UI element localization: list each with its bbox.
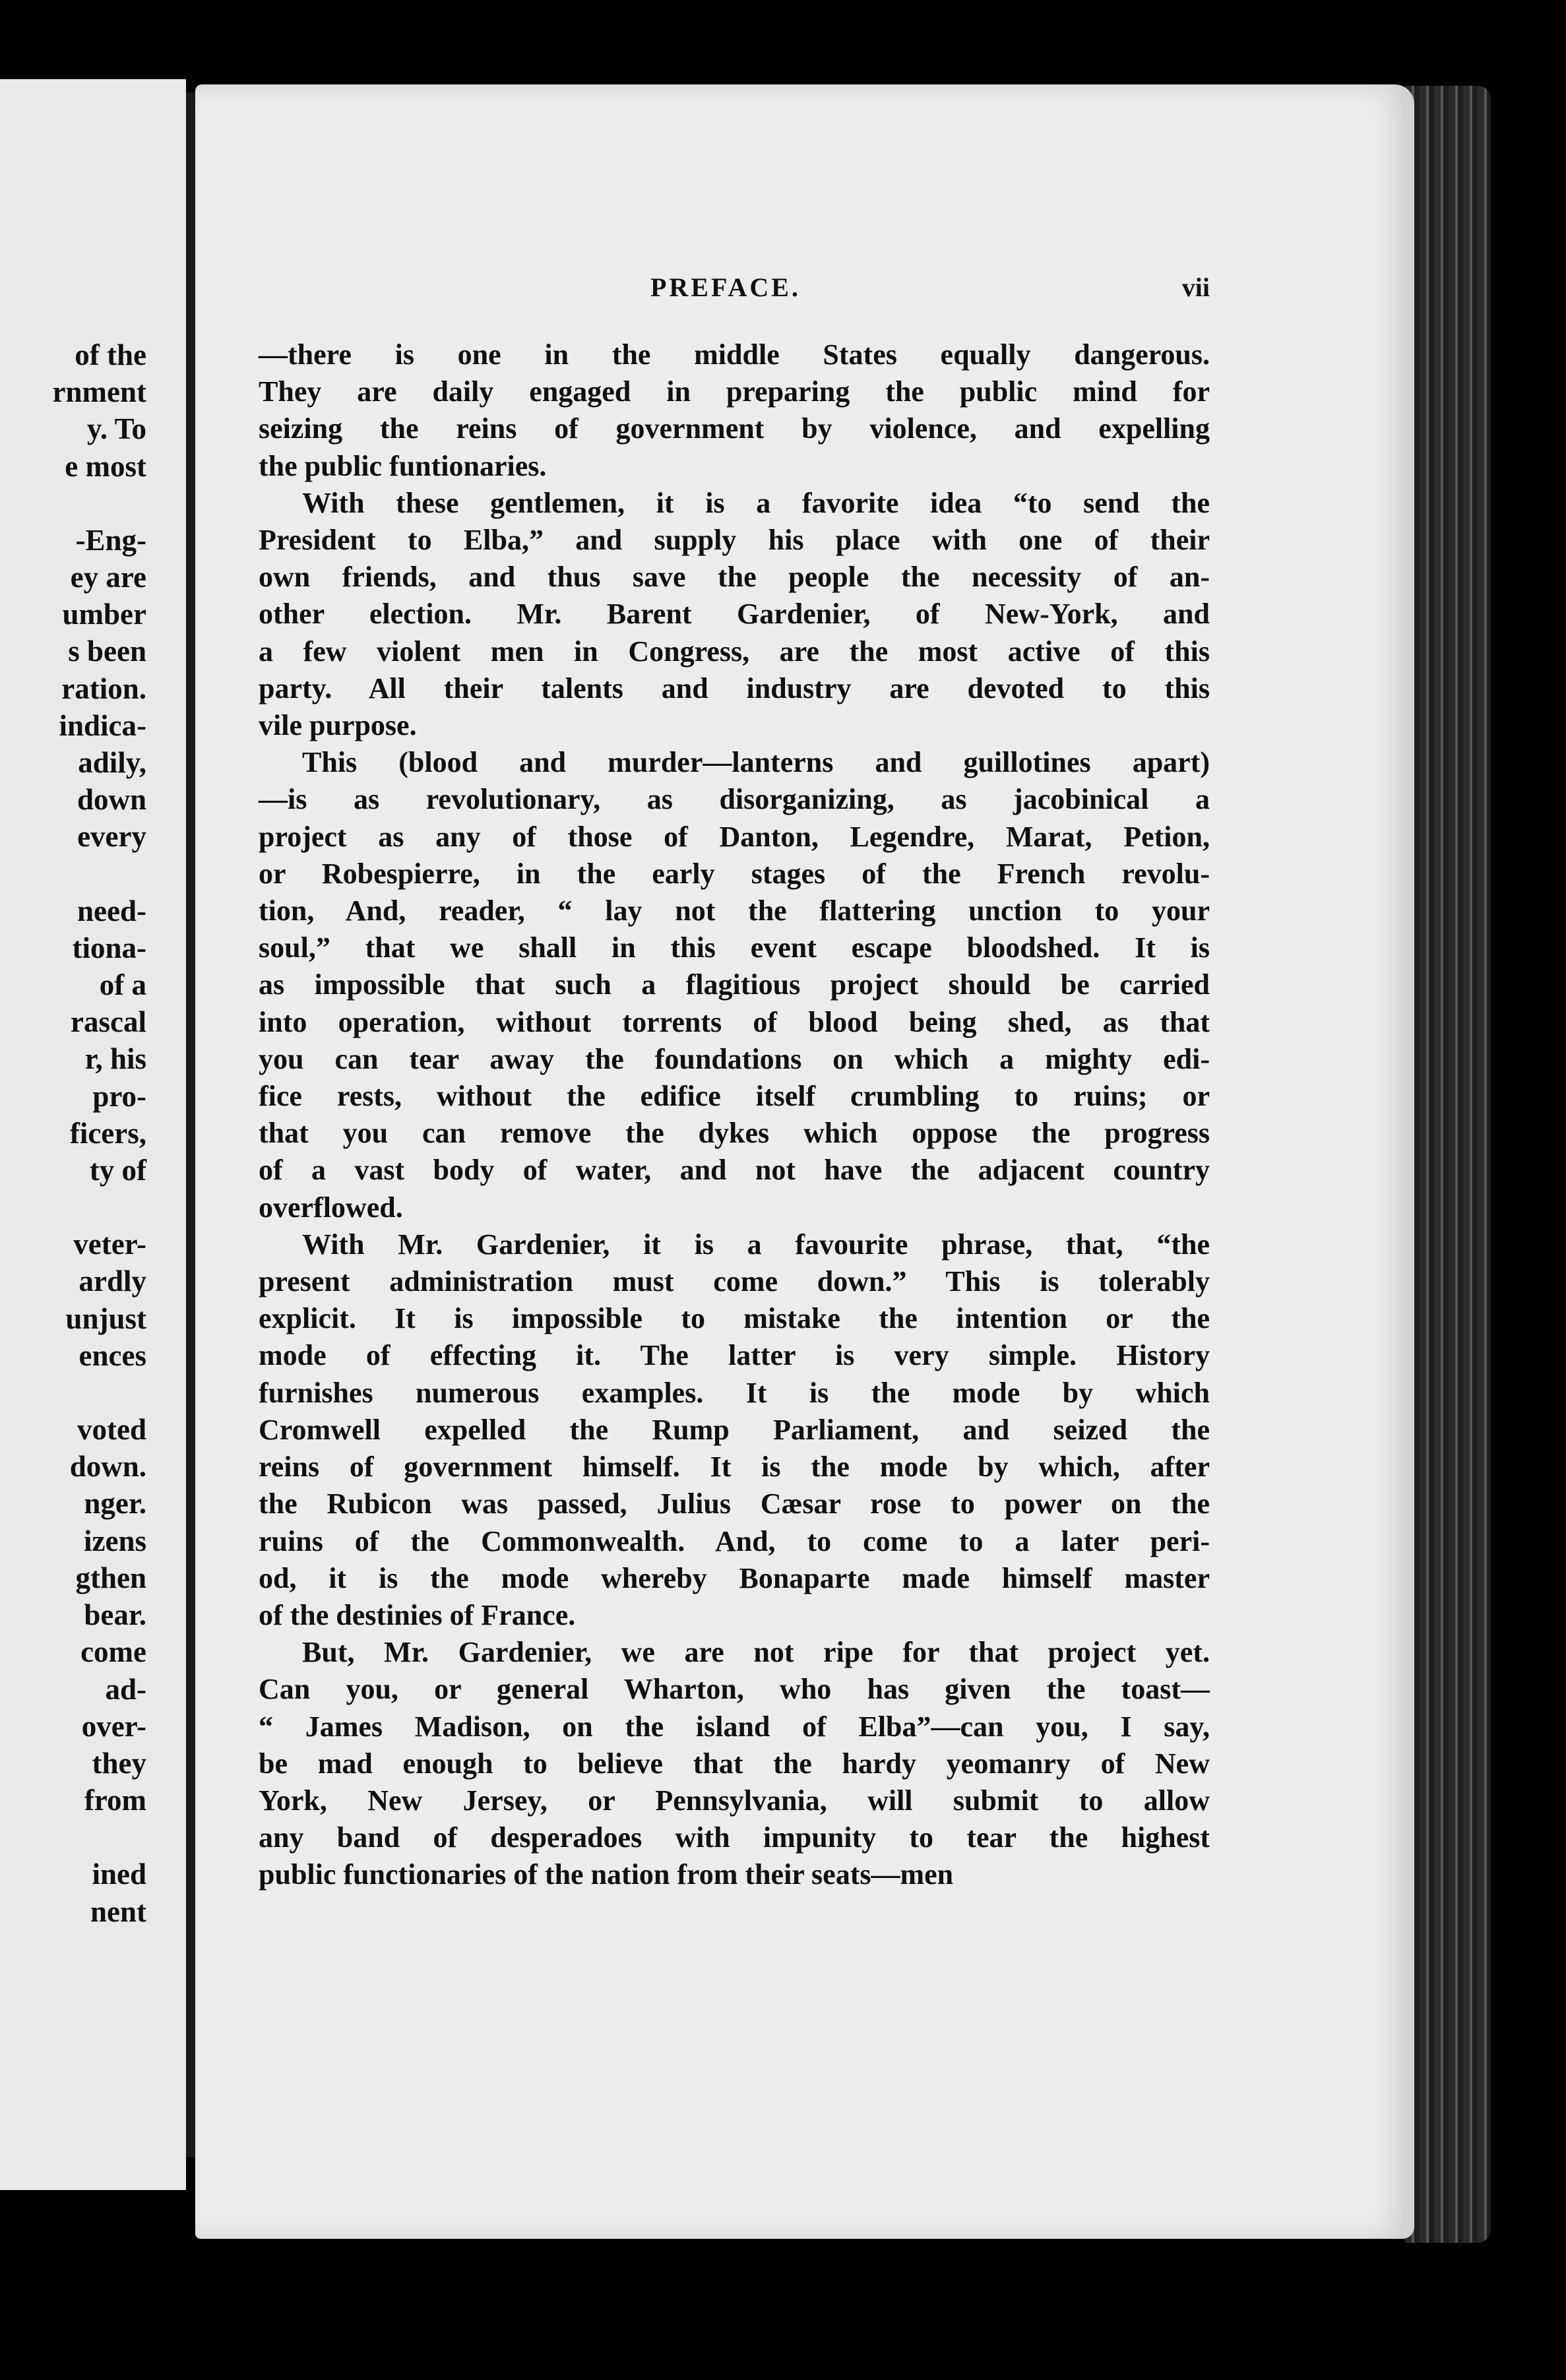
previous-page-line-fragment: come [80, 1635, 146, 1669]
text-line: present administration must come down.” This is tolerably [259, 1265, 1210, 1298]
previous-page-line-fragment: ty of [89, 1154, 146, 1187]
text-line: public functionaries of the nation from their seats—men [259, 1858, 954, 1891]
text-line: seizing the reins of government by violence, and expelling [259, 412, 1210, 445]
text-line: York, New Jersey, or Pennsylvania, will submit to allow [259, 1784, 1210, 1817]
previous-page-line-fragment: need- [77, 894, 146, 927]
paragraph [259, 336, 1210, 485]
text-line: fice rests, without the edifice itself crumbling to ruins; or [259, 1080, 1210, 1113]
previous-page-line-fragment: e most [65, 449, 146, 483]
text-line: the public funtionaries. [259, 449, 547, 482]
previous-page-text-fragments [0, 336, 146, 1930]
previous-page-line-fragment: down [77, 783, 146, 817]
text-line: furnishes numerous examples. It is the mode by which [259, 1376, 1210, 1409]
fragment-gap [0, 485, 146, 522]
previous-page-line-fragment: adily, [78, 746, 146, 780]
paragraph [259, 1634, 1210, 1893]
text-line: Cromwell expelled the Rump Parliament, and seized the [259, 1413, 1210, 1446]
paragraph [259, 1226, 1210, 1634]
fragment-gap [0, 1819, 146, 1856]
fragment-gap [0, 856, 146, 892]
page-header [259, 272, 1210, 311]
previous-page-line-fragment: ration. [61, 672, 146, 705]
text-line: overflowed. [259, 1191, 403, 1224]
previous-page-line-fragment: they [92, 1746, 146, 1780]
previous-page-line-fragment: ined [92, 1858, 146, 1891]
previous-page-line-fragment: ficers, [69, 1116, 146, 1150]
text-line: —there is one in the middle States equally dangerous. [259, 338, 1210, 371]
text-line: explicit. It is impossible to mistake the intention or the [259, 1302, 1210, 1335]
text-line: be mad enough to believe that the hardy yeomanry of New [259, 1747, 1210, 1780]
previous-page-strip [0, 79, 186, 2190]
previous-page-line-fragment: ey are [70, 561, 146, 594]
text-line: of a vast body of water, and not have the adjacent country [259, 1154, 1210, 1187]
text-line: you can tear away the foundations on which a mighty edi- [259, 1042, 1210, 1075]
previous-page-line-fragment: unjust [65, 1301, 146, 1335]
text-line: —is as revolutionary, as disorganizing, as jacobinical a [259, 783, 1210, 816]
previous-page-line-fragment: ardly [78, 1265, 146, 1298]
text-line: President to Elba,” and supply his place with one of their [259, 524, 1210, 557]
text-line: that you can remove the dykes which oppose the progress [259, 1117, 1210, 1150]
previous-page-line-fragment: nent [90, 1895, 146, 1928]
previous-page-line-fragment: from [84, 1784, 146, 1817]
previous-page-line-fragment: over- [81, 1709, 146, 1743]
body-text [259, 336, 1210, 1894]
text-line: other election. Mr. Barent Gardenier, of New-York, and [259, 598, 1210, 631]
text-line: or Robespierre, in the early stages of the French revolu- [259, 857, 1210, 890]
text-line: od, it is the mode whereby Bonaparte made himself master [259, 1561, 1210, 1594]
previous-page-line-fragment: y. To [86, 412, 146, 446]
text-line: as impossible that such a flagitious project should be carried [259, 968, 1210, 1001]
text-line: tion, And, reader, “ lay not the flattering unction to your [259, 894, 1210, 927]
text-line: any band of desperadoes with impunity to tear the highest [259, 1821, 1210, 1854]
text-line: soul,” that we shall in this event escape bloodshed. It is [259, 931, 1210, 964]
previous-page-line-fragment: of the [75, 338, 146, 371]
fragment-gap [0, 1189, 146, 1226]
page-number: vii [1181, 272, 1210, 302]
previous-page-line-fragment: -Eng- [75, 523, 146, 557]
previous-page-line-fragment: bear. [84, 1598, 146, 1632]
text-line: reins of government himself. It is the mode by which, after [259, 1451, 1210, 1484]
text-line: project as any of those of Danton, Legendre, Marat, Petion, [259, 820, 1210, 853]
previous-page-line-fragment: voted [77, 1413, 146, 1447]
text-line: into operation, without torrents of blood being shed, as that [259, 1005, 1210, 1038]
text-line: party. All their talents and industry are devoted to this [259, 672, 1210, 705]
paragraph [259, 485, 1210, 744]
text-line: This (blood and murder—lanterns and guillotines apart) [302, 746, 1210, 779]
previous-page-line-fragment: umber [62, 598, 146, 631]
running-head: PREFACE. [650, 272, 801, 302]
previous-page-line-fragment: rnment [52, 375, 146, 409]
previous-page-line-fragment: of a [99, 968, 146, 1002]
text-line: “ James Madison, on the island of Elba”—can you, I say, [259, 1710, 1210, 1743]
previous-page-line-fragment: ences [78, 1338, 146, 1372]
text-line: They are daily engaged in preparing the public mind for [259, 375, 1210, 408]
fragment-gap [0, 1374, 146, 1411]
previous-page-line-fragment: izens [84, 1524, 146, 1557]
text-line: With Mr. Gardenier, it is a favourite phrase, that, “the [302, 1228, 1210, 1261]
text-line: With these gentlemen, it is a favorite idea “to send the [302, 486, 1210, 519]
previous-page-line-fragment: rascal [71, 1005, 146, 1039]
text-line: Can you, or general Wharton, who has given the toast— [259, 1673, 1210, 1706]
paragraph [259, 744, 1210, 1226]
text-line: a few violent men in Congress, are the most active of this [259, 635, 1210, 668]
text-line: vile purpose. [259, 709, 417, 742]
previous-page-line-fragment: s been [68, 635, 146, 668]
previous-page-line-fragment: ad- [105, 1672, 146, 1706]
text-line: mode of effecting it. The latter is very simple. History [259, 1339, 1210, 1372]
previous-page-line-fragment: gthen [75, 1561, 146, 1594]
text-line: But, Mr. Gardenier, we are not ripe for that project yet. [302, 1636, 1210, 1669]
previous-page-line-fragment: down. [69, 1450, 146, 1484]
previous-page-line-fragment: tiona- [72, 931, 146, 964]
previous-page-line-fragment: r, his [84, 1042, 146, 1076]
text-line: of the destinies of France. [259, 1598, 576, 1631]
text-line: the Rubicon was passed, Julius Cæsar rose to power on the [259, 1488, 1210, 1520]
previous-page-line-fragment: indica- [59, 708, 146, 742]
previous-page-line-fragment: pro- [92, 1079, 146, 1113]
text-line: ruins of the Commonwealth. And, to come to a later peri- [259, 1524, 1210, 1557]
text-line: own friends, and thus save the people the necessity of an- [259, 561, 1210, 594]
previous-page-line-fragment: nger. [84, 1487, 146, 1520]
previous-page-line-fragment: veter- [73, 1228, 146, 1261]
previous-page-line-fragment: every [77, 820, 146, 854]
book-edge [1405, 86, 1491, 2243]
